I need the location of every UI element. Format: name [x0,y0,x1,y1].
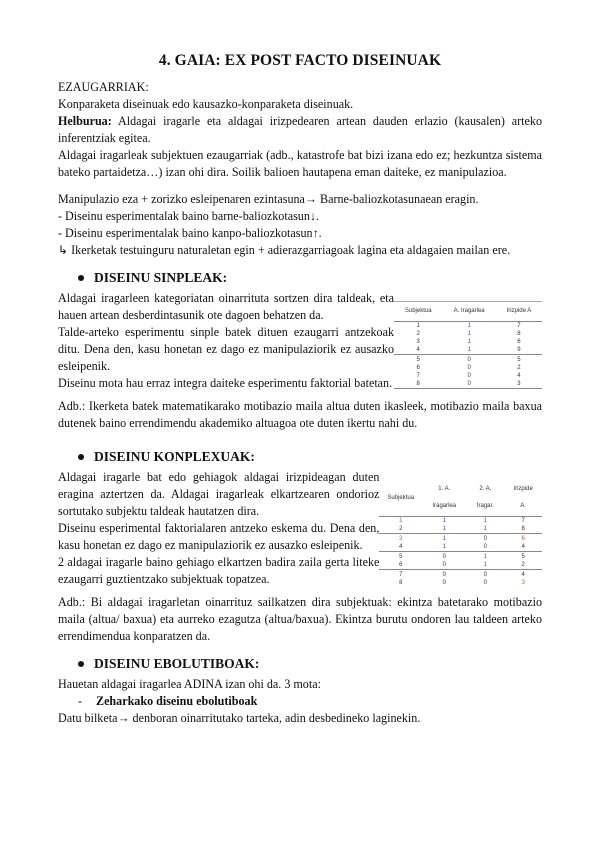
complex-p1: Aldagai iragarle bat edo gehiagok aldagai irizpideagan duten eragina aztertzen da. Aldagai iragarleak elkartzearen ondorioz sortutako subjektu taldeak hautatzen dira. [58,470,380,518]
table-cell: 1 [442,526,446,532]
table-cell: 0 [422,570,466,580]
table-cell: 1 [467,331,471,337]
table-row [394,380,542,389]
table-cell: 0 [483,580,488,586]
table-cell: 6 [517,339,521,345]
section-heading-simple: DISEINU SINPLEAK: [78,269,542,286]
table-cell: 5 [394,355,442,365]
goal-text: Aldagai iragarle eta aldagai irizpedearen artean dauden erlazio (kausalen) arteko inferentziak egitea. [58,114,542,145]
table-header-cell: 1. A. Iragarlea [422,480,466,517]
table-cell: 1 [483,562,488,568]
cross-sectional-label: Zeharkako diseinu ebolutiboak [96,694,258,708]
table-row [379,561,542,570]
table-row [379,543,542,552]
table-cell: 0 [422,552,466,562]
table-cell: 0 [467,365,471,371]
table-row [394,372,542,380]
table-cell: 1 [442,518,446,524]
table-cell: 5 [496,355,542,365]
table-cell: 2 [399,526,403,532]
table-cell: 1 [483,526,488,532]
table-row [394,338,542,346]
table-cell: 3 [379,534,422,544]
table-row [394,364,542,372]
table-cell: 8 [521,526,525,532]
table-cell: 7 [521,518,525,524]
simple-p1: Aldagai iragarleen kategoriatan oinarrituta sortzen dira taldeak, eta hauen artean desberdintasunik ote dagoen behatzen da. [58,291,394,322]
table-header-cell: 2. A. Iragar. [466,480,504,517]
table-cell: 1 [467,339,471,345]
document-page [58,52,542,727]
table-cell: 0 [467,373,471,379]
table-cell: 8 [517,331,521,337]
table-cell: 6 [504,534,542,544]
table-row [379,570,542,580]
table-cell: 0 [483,544,488,550]
table-cell: 1 [483,518,488,524]
table-cell: 1 [466,552,504,562]
table-cell: 1 [467,347,471,353]
table-cell: 7 [517,323,521,329]
table-row [394,322,542,331]
goal-paragraph [58,113,542,147]
evolutive-list-item: - Zeharkako diseinu ebolutiboak [78,694,258,708]
table-cell: 2 [521,562,525,568]
simple-text [58,290,394,392]
table-row [379,517,542,526]
table-row [394,355,542,365]
table-row [379,534,542,544]
intro-line: Konparaketa diseinuak edo kausazko-konparaketa diseinuak. [58,97,354,111]
table-cell: 3 [517,381,521,387]
table-cell: 3 [416,339,420,345]
complex-p2: Diseinu esperimental faktorialaren antzeko eskema du. Dena den, kasu honetan ez dago ez manipulaziorik ez ausazko esleipenik. [58,521,380,552]
table-cell: 7 [379,570,422,580]
complex-design-table [379,480,542,587]
table-row [394,346,542,355]
table-cell: 6 [416,365,420,371]
validity-line-1: - Diseinu esperimentalak baino barne-baliozkotasun↓. [58,209,319,223]
table-row [379,525,542,534]
table-cell: 4 [416,347,420,353]
table-cell: 8 [399,580,403,586]
table-cell: 9 [517,347,521,353]
table-cell: 0 [466,570,504,580]
table-cell: 3 [521,580,525,586]
table-cell: 1 [442,544,446,550]
section-heading-evolutive: DISEINU EBOLUTIBOAK: [78,655,542,672]
table-cell: 0 [442,580,446,586]
section-heading-complex: DISEINU KONPLEXUAK: [78,448,542,465]
table-header-cell: Subjektua [394,302,442,322]
table-cell: 4 [521,544,525,550]
natural-context-line: ↳ Ikerketak testuinguru naturaletan egin + adierazgarriagoak lagina eta aldagaien mailan ere. [58,243,511,257]
page-title: 4. GAIA: EX POST FACTO DISEINUAK [158,52,442,69]
complex-example: Adb.: Bi aldagai iragarletan oinarrituz sailkatzen dira subjektuak: ekintza batetarako motibazio maila (altua/ baxua) eta aurreko ezagutza (altua/baxua). Ekintza burutu ondoren lau taldeen arteko errendimendua konparatzen da. [58,595,542,643]
simple-p3: Diseinu mota hau erraz integra daiteke esperimentu faktorial batetan. [58,376,393,390]
table-cell: 1 [399,518,403,524]
goal-label: Helburua: [58,114,112,128]
table-cell: 0 [467,381,471,387]
validity-line-2: - Diseinu esperimentalak baino kanpo-baliozkotasun↑. [58,226,322,240]
table-cell: 0 [442,562,446,568]
table-cell: 4 [517,373,521,379]
bullet-icon [78,661,84,667]
table-cell: 2 [416,331,420,337]
bullet-icon [78,275,84,281]
table-header-cell: Subjektua [379,480,422,517]
complex-p3: 2 aldagai iragarle baino gehiago elkartzen badira zaila gerta liteke ezaugarri guztientzako subjektuak topatzea. [58,555,380,586]
table-row [394,330,542,338]
table-header-cell: Irizpide A [496,302,542,322]
table-cell: 2 [517,365,521,371]
table-row [379,579,542,587]
table-cell: 1 [422,534,466,544]
table-cell: 0 [466,534,504,544]
complex-section-body [58,469,542,588]
predictor-paragraph: Aldagai iragarleak subjektuen ezaugarriak (adb., katastrofe bat bizi izana edo ez; hezkuntza sistema bateko partaidetza…) izan ohi dira. Soilik balioen hautapena eman daiteke, ez manipulazioa. [58,148,542,179]
simple-example: Adb.: Ikerketa batek matematikarako motibazio maila altua duten ikasleek, motibazio maila baxua dutenek baino errendimendu akademiko altuagoa ote duten ikertu nahi du. [58,399,542,430]
features-label: EZAUGARRIAK: [58,80,149,94]
simple-p2: Talde-arteko esperimentu sinple batek dituen ezaugarri antzekoak ditu. Dena den, kasu honetan ez dago ez manipulaziorik ez ausazko esleipenik. [58,325,394,373]
table-cell: 1 [467,323,471,329]
table-cell: 7 [416,373,420,379]
table-cell: 4 [399,544,403,550]
manipulation-line: Manipulazio eza + zorizko esleipenaren ezintasuna→ Barne-baliozkotasunaean eragin. [58,192,479,206]
bullet-icon [78,454,84,460]
complex-text [58,469,379,588]
table-cell: 8 [416,381,420,387]
simple-section-body [58,290,542,392]
table-cell: 1 [416,323,420,329]
table-cell: 5 [379,552,422,562]
table-row [379,552,542,562]
table-cell: 0 [442,355,495,365]
table-header-cell: A. Iragarlea [442,302,495,322]
table-cell: 6 [399,562,403,568]
evolutive-p2: Datu bilketa→ denboran oinarritutako tarteka, adin desbedineko laginekin. [58,711,421,725]
simple-design-table [394,301,542,389]
table-cell: 4 [504,570,542,580]
evolutive-p1: Hauetan aldagai iragarlea ADINA izan ohi da. 3 mota: [58,677,321,691]
table-header-cell: Irizpide A. [504,480,542,517]
table-cell: 5 [504,552,542,562]
